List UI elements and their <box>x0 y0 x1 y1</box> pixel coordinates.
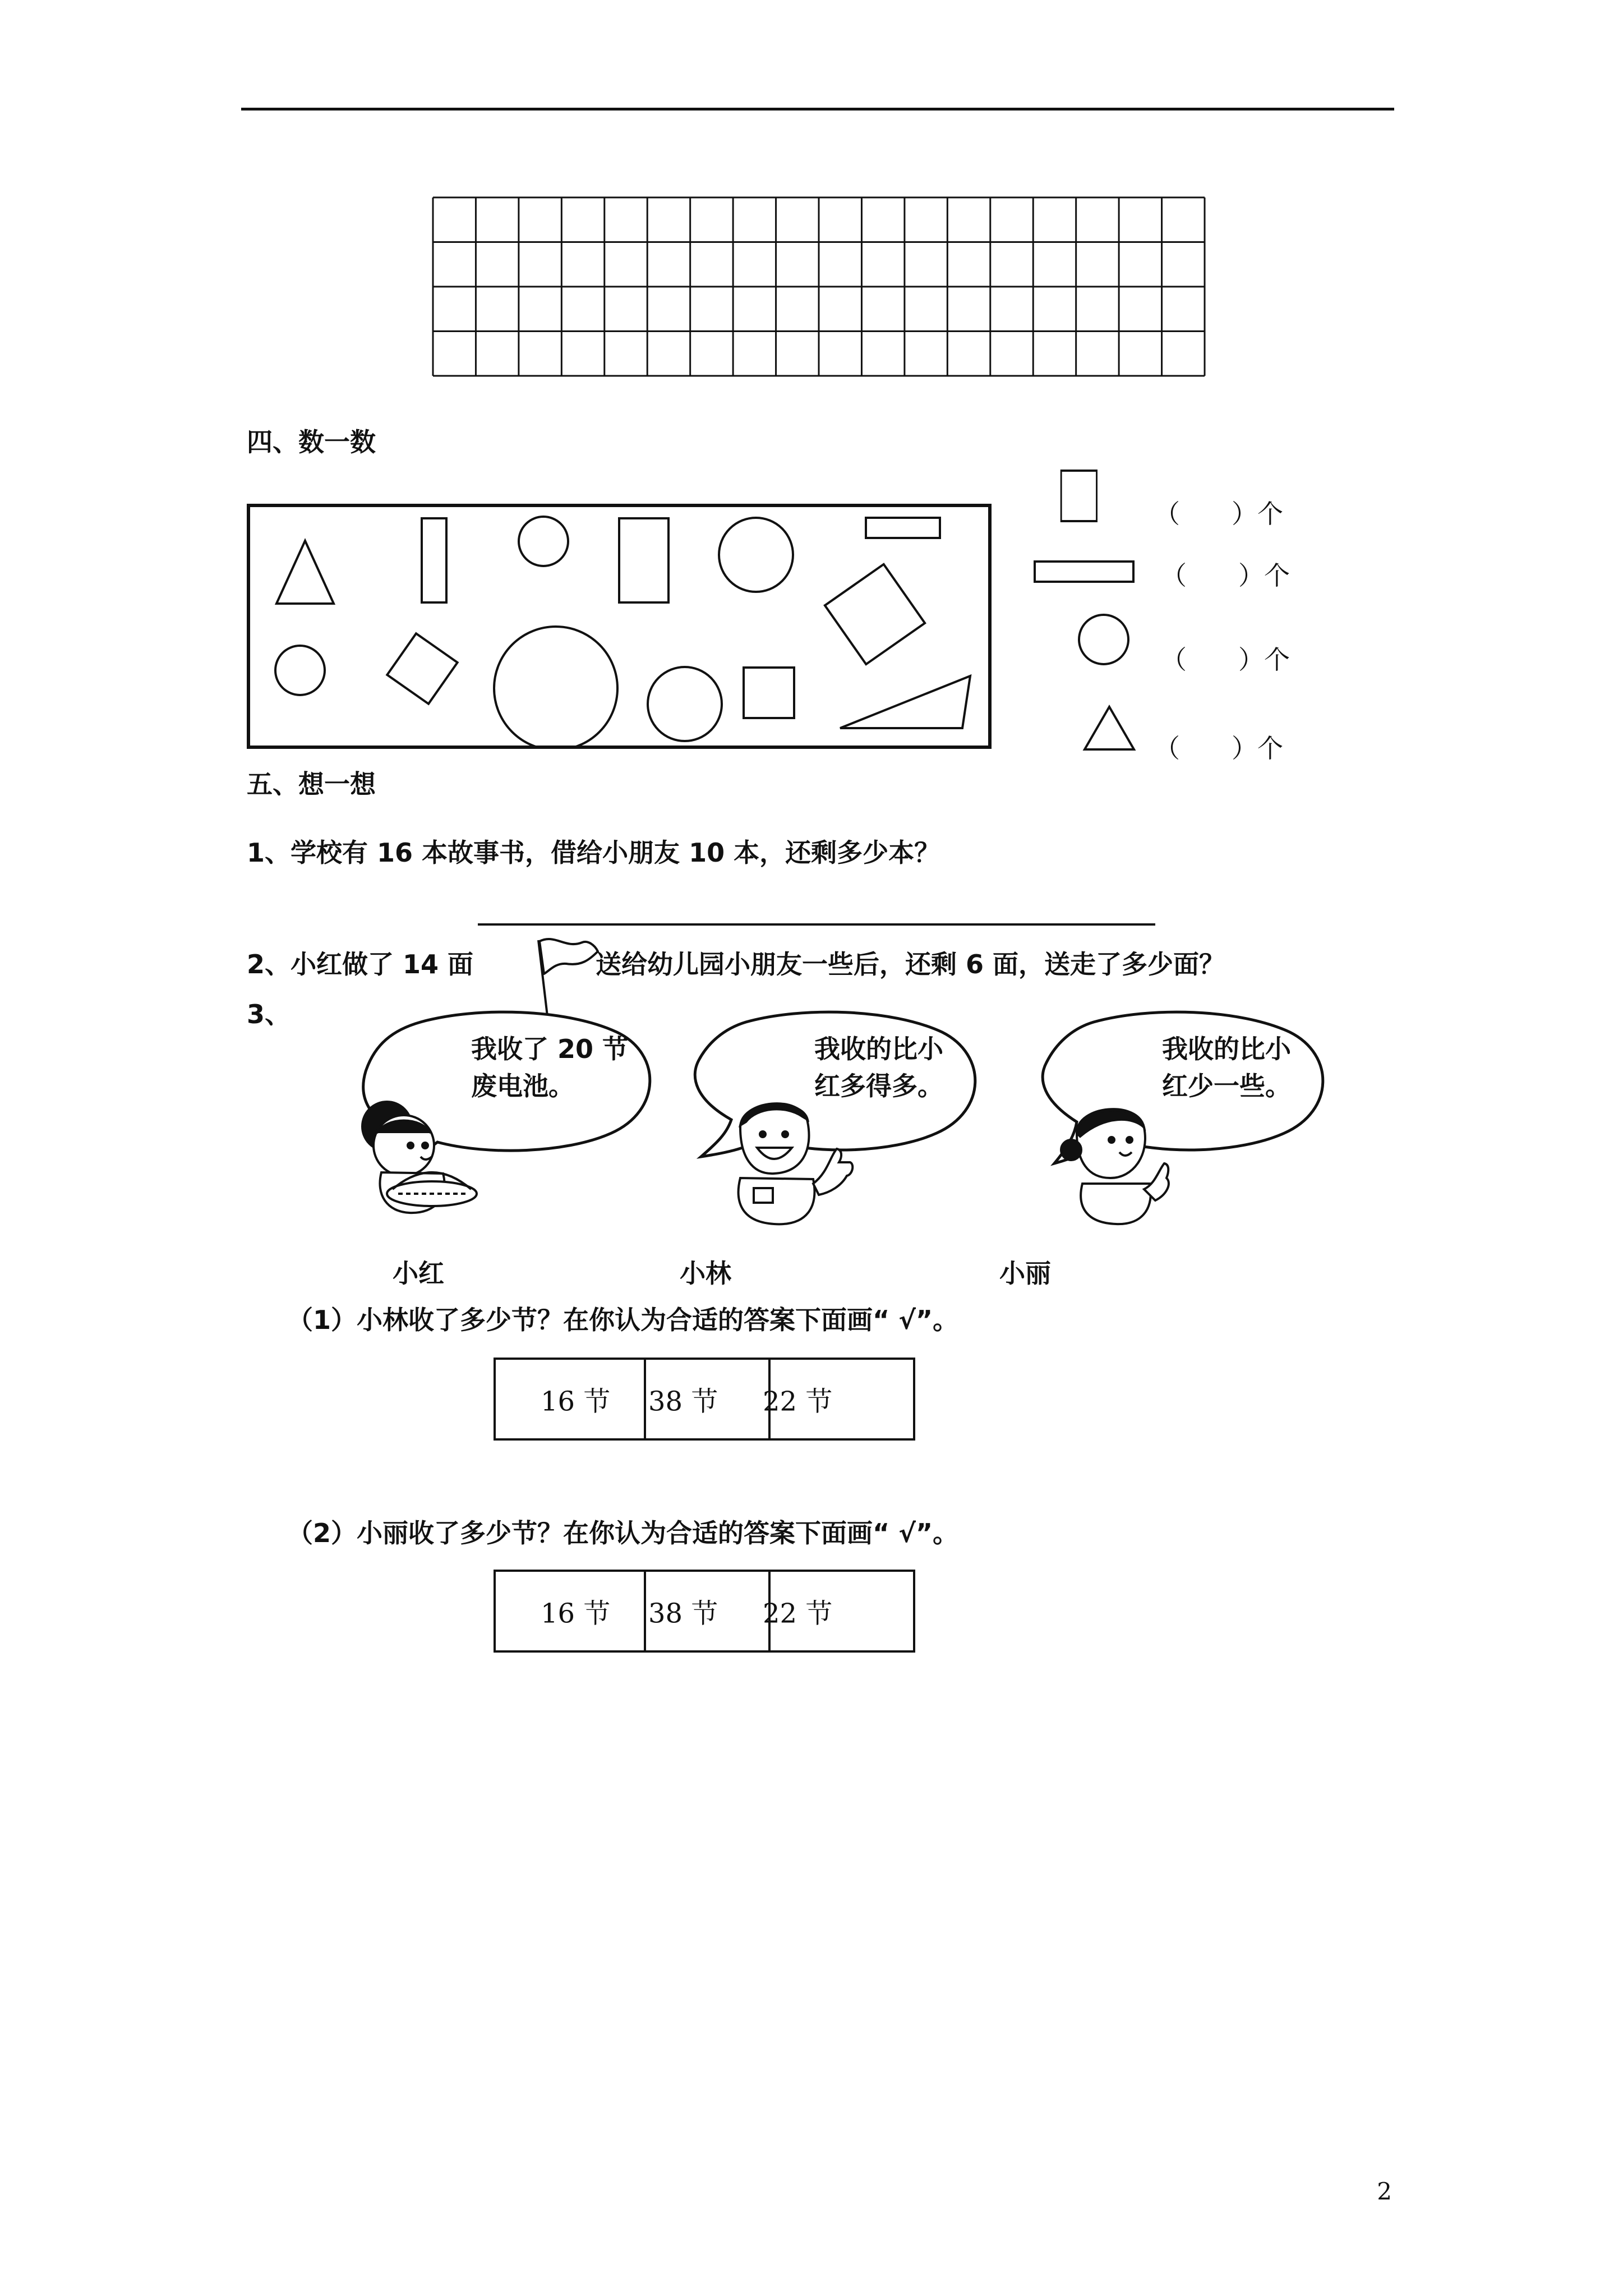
rectangle-shape <box>866 518 940 538</box>
option-cell[interactable] <box>496 1572 646 1650</box>
circle-shape <box>648 667 722 741</box>
triangle-shape <box>840 676 970 728</box>
option-cell[interactable] <box>646 1360 771 1438</box>
question-3: 3、 <box>247 999 291 1029</box>
sub-question-1: （1）小林收了多少节？在你认为合适的答案下面画“ √”。 <box>287 1305 959 1335</box>
section-heading-think: 五、想一想 <box>247 769 376 799</box>
options-table-2 <box>494 1570 915 1653</box>
bubble-text-xiaohong: 我收了 20 节 废电池。 <box>471 1034 629 1101</box>
triangle-shape <box>276 541 334 604</box>
boy-thumbs-up-icon <box>718 1094 864 1228</box>
option-label: 16 节 <box>541 1598 611 1630</box>
sub-question-2: （2）小丽收了多少节？在你认为合适的答案下面画“ √”。 <box>287 1518 959 1548</box>
circle-shape <box>719 518 793 592</box>
option-label: 38 节 <box>648 1598 718 1630</box>
square-icon <box>1060 469 1099 523</box>
section-heading-count: 四、数一数 <box>247 427 376 457</box>
square-shape <box>387 633 457 703</box>
option-label: 38 节 <box>648 1386 718 1418</box>
bubble-text-xiaoli: 我收的比小 红少一些。 <box>1162 1034 1291 1101</box>
square-shape <box>744 668 794 718</box>
rectangle-shape <box>619 518 668 602</box>
option-label: 22 节 <box>763 1598 833 1630</box>
count-answer-circle[interactable]: （ ）个 <box>1161 645 1290 675</box>
count-answer-rectangle[interactable]: （ ）个 <box>1161 560 1290 591</box>
count-answer-triangle[interactable]: （ ）个 <box>1154 733 1283 763</box>
rectangle-shape <box>422 518 446 602</box>
option-cell[interactable] <box>646 1572 771 1650</box>
circle-shape <box>275 646 325 695</box>
option-cell[interactable] <box>763 1572 913 1650</box>
option-label: 16 节 <box>541 1386 611 1418</box>
girl-with-basket-icon <box>336 1094 505 1228</box>
writing-grid <box>432 196 1206 377</box>
question-2-part1: 2、小红做了 14 面 <box>247 949 474 979</box>
name-xiaohong: 小红 <box>393 1258 444 1289</box>
circle-icon <box>1077 613 1133 669</box>
option-cell[interactable] <box>763 1360 913 1438</box>
count-answer-square[interactable]: （ ）个 <box>1154 499 1283 529</box>
rectangle-icon <box>1033 560 1136 585</box>
header-rule <box>241 108 1394 111</box>
options-table-1 <box>494 1358 915 1441</box>
girl-pointing-icon <box>1060 1094 1195 1228</box>
shapes-drawing <box>250 507 988 746</box>
triangle-icon <box>1082 702 1138 753</box>
circle-shape <box>519 517 568 566</box>
shapes-panel <box>247 504 992 749</box>
name-xiaoli: 小丽 <box>999 1258 1051 1289</box>
question-2-part2: 送给幼儿园小朋友一些后，还剩 6 面，送走了多少面？ <box>596 949 1225 979</box>
page-number: 2 <box>1377 2178 1392 2205</box>
name-xiaolin: 小林 <box>680 1258 731 1289</box>
answer-line[interactable] <box>478 923 1155 926</box>
option-cell[interactable] <box>496 1360 646 1438</box>
circle-shape <box>494 627 617 746</box>
bubble-text-xiaolin: 我收的比小 红多得多。 <box>814 1034 943 1101</box>
question-1: 1、学校有 16 本故事书，借给小朋友 10 本，还剩多少本？ <box>247 838 940 868</box>
square-shape <box>825 564 925 664</box>
option-label: 22 节 <box>763 1386 833 1418</box>
